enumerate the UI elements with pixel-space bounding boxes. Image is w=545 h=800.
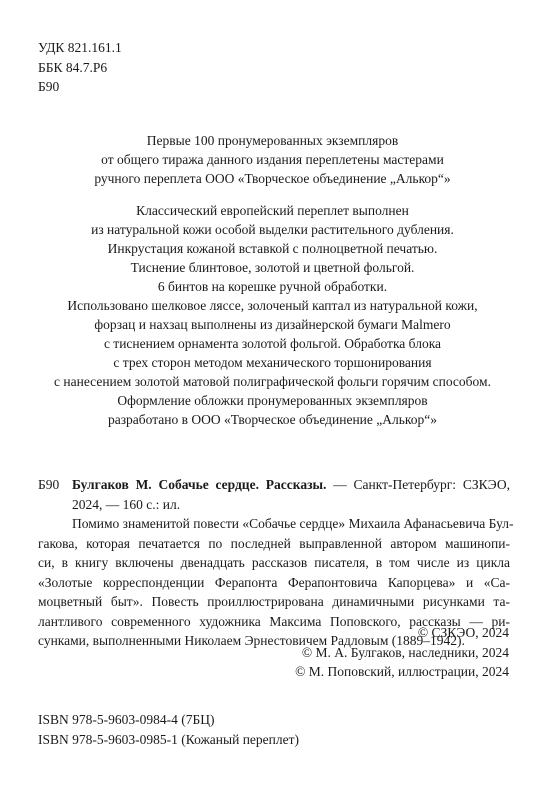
- author-cipher: Б90: [38, 79, 60, 94]
- bbk-code: ББК 84.7.Р6: [38, 59, 108, 75]
- binding-note-line: из натуральной кожи особой выделки растительного дубления.: [91, 222, 454, 237]
- edition-note: [0, 131, 545, 188]
- isbn-block: [38, 710, 299, 749]
- binding-note-line: форзац и нахзац выполнены из дизайнерской бумаги Malmero: [94, 317, 451, 332]
- annotation-line: моцветный быт». Повесть проиллюстрирована динамичными рисунками та-: [38, 594, 510, 609]
- binding-note-line: Тиснение блинтовое, золотой и цветной фольгой.: [130, 260, 415, 275]
- annotation-line: гакова, которая печатается по последней выправленной автором машинопи-: [38, 535, 510, 551]
- annotation-line: си, в книгу включены двенадцать рассказов писателя, в том числе из цикла: [38, 555, 510, 570]
- bib-heading: [72, 475, 510, 495]
- binding-note-line: Классический европейский переплет выполнен: [136, 203, 409, 218]
- isbn-line: ISBN 978-5-9603-0985-1 (Кожаный переплет): [38, 731, 300, 747]
- copyright-line: © М. Поповский, иллюстрации, 2024: [295, 664, 509, 679]
- binding-note-line: 6 бинтов на корешке ручной обработки.: [157, 279, 388, 294]
- binding-note-line: разработано в ООО «Творческое объединение „Алькор“»: [107, 412, 438, 427]
- classification-codes: [38, 38, 122, 97]
- annotation-line: лантливого современного художника Максима Поповского, рассказы — ри-: [38, 613, 510, 629]
- isbn-line: ISBN 978-5-9603-0984-4 (7БЦ): [38, 712, 215, 727]
- annotation-line: Помимо знаменитой повести «Собачье сердце» Михаила Афанасьевича Бул-: [72, 516, 514, 531]
- edition-note-line: от общего тиража данного издания переплетены мастерами: [101, 152, 444, 167]
- binding-note: [0, 201, 545, 429]
- edition-note-line: ручного переплета ООО «Творческое объединение „Алькор“»: [94, 171, 451, 186]
- binding-note-line: с тиснением орнамента золотой фольгой. Обработка блока: [103, 336, 442, 351]
- annotation-line: «Золотые корреспонденции Ферапонта Ферапонтовича Капорцева» и «Са-: [38, 574, 510, 590]
- bib-title: Булгаков М. Собачье сердце. Рассказы.: [72, 477, 327, 492]
- binding-note-line: с нанесением золотой матовой полиграфической фольги горячим способом.: [54, 374, 491, 389]
- copyright-line: © М. А. Булгаков, наследники, 2024: [301, 644, 509, 660]
- binding-note-line: с трех сторон методом механического торшонирования: [113, 355, 432, 370]
- annotation-line: сунками, выполненными Николаем Эрнестовичем Радловым (1889–1942).: [38, 633, 465, 648]
- binding-note-line: Использовано шелковое ляссе, золоченый каптал из натуральной кожи,: [67, 298, 478, 313]
- binding-note-line: Инкрустация кожаной вставкой с полноцветной печатью.: [107, 241, 438, 256]
- bib-heading-row: [38, 475, 510, 495]
- edition-note-line: Первые 100 пронумерованных экземпляров: [146, 133, 399, 148]
- copyright-line: © СЗКЭО, 2024: [417, 625, 509, 640]
- bib-imprint: — Санкт-Петербург: СЗКЭО,: [326, 477, 510, 492]
- copyright-block: [295, 623, 509, 682]
- bib-cipher: Б90: [38, 477, 60, 492]
- udk-code: УДК 821.161.1: [38, 40, 122, 55]
- bib-imprint-line-2: 2024, — 160 с.: ил.: [72, 496, 181, 512]
- binding-note-line: Оформление обложки пронумерованных экземпляров: [117, 393, 428, 408]
